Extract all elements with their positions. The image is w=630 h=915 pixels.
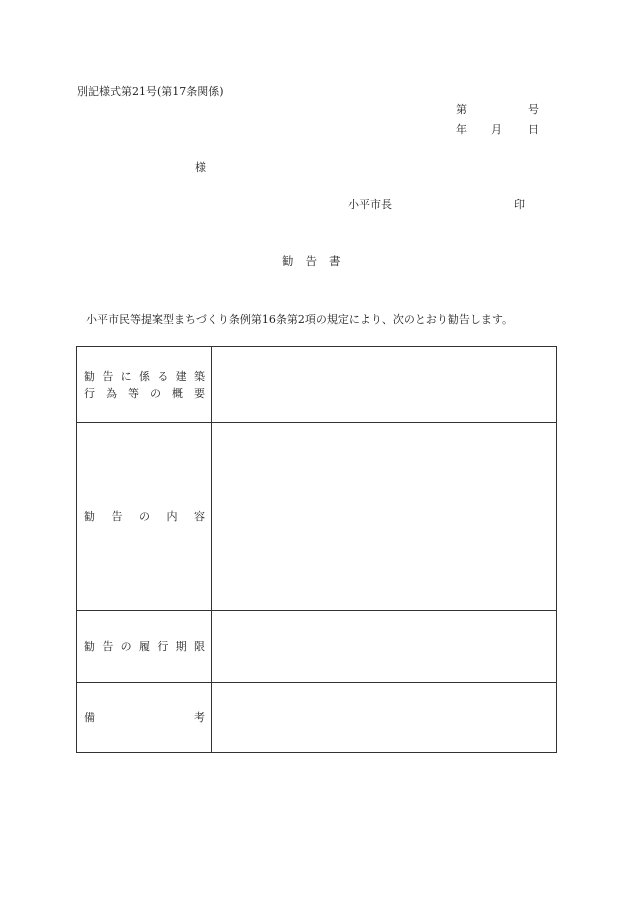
row-label-building-overview <box>77 347 212 423</box>
label-line: 勧告の履行期限 <box>84 640 205 653</box>
field-remarks[interactable] <box>212 683 557 753</box>
row-label-recommendation-content <box>77 423 212 611</box>
table-row <box>77 347 557 423</box>
form-number-label: 別記様式第21号(第17条関係) <box>77 85 224 98</box>
table-row <box>77 423 557 611</box>
label-line: 行為等の概要 <box>84 386 205 400</box>
recipient-honorific: 様 <box>195 161 206 174</box>
label-line: 備考 <box>84 711 205 724</box>
document-number-suffix: 号 <box>528 103 539 116</box>
label-line: 勧告の内容 <box>84 510 205 523</box>
date-year-label: 年 <box>456 123 467 136</box>
field-recommendation-content[interactable] <box>212 423 557 611</box>
row-label-deadline <box>77 611 212 683</box>
date-month-label: 月 <box>491 123 502 136</box>
field-building-overview[interactable] <box>212 347 557 423</box>
row-label-remarks <box>77 683 212 753</box>
document-title: 勧告書 <box>282 254 353 268</box>
recommendation-table <box>76 346 557 753</box>
seal-mark: 印 <box>514 198 525 211</box>
body-text: 小平市民等提案型まちづくり条例第16条第2項の規定により、次のとおり勧告します。 <box>86 313 514 326</box>
document-number-prefix: 第 <box>456 103 467 116</box>
label-line: 勧告に係る建築 <box>84 369 205 383</box>
table-row <box>77 683 557 753</box>
issuer-name: 小平市長 <box>348 198 392 211</box>
field-deadline[interactable] <box>212 611 557 683</box>
table-row <box>77 611 557 683</box>
date-day-label: 日 <box>528 123 539 136</box>
